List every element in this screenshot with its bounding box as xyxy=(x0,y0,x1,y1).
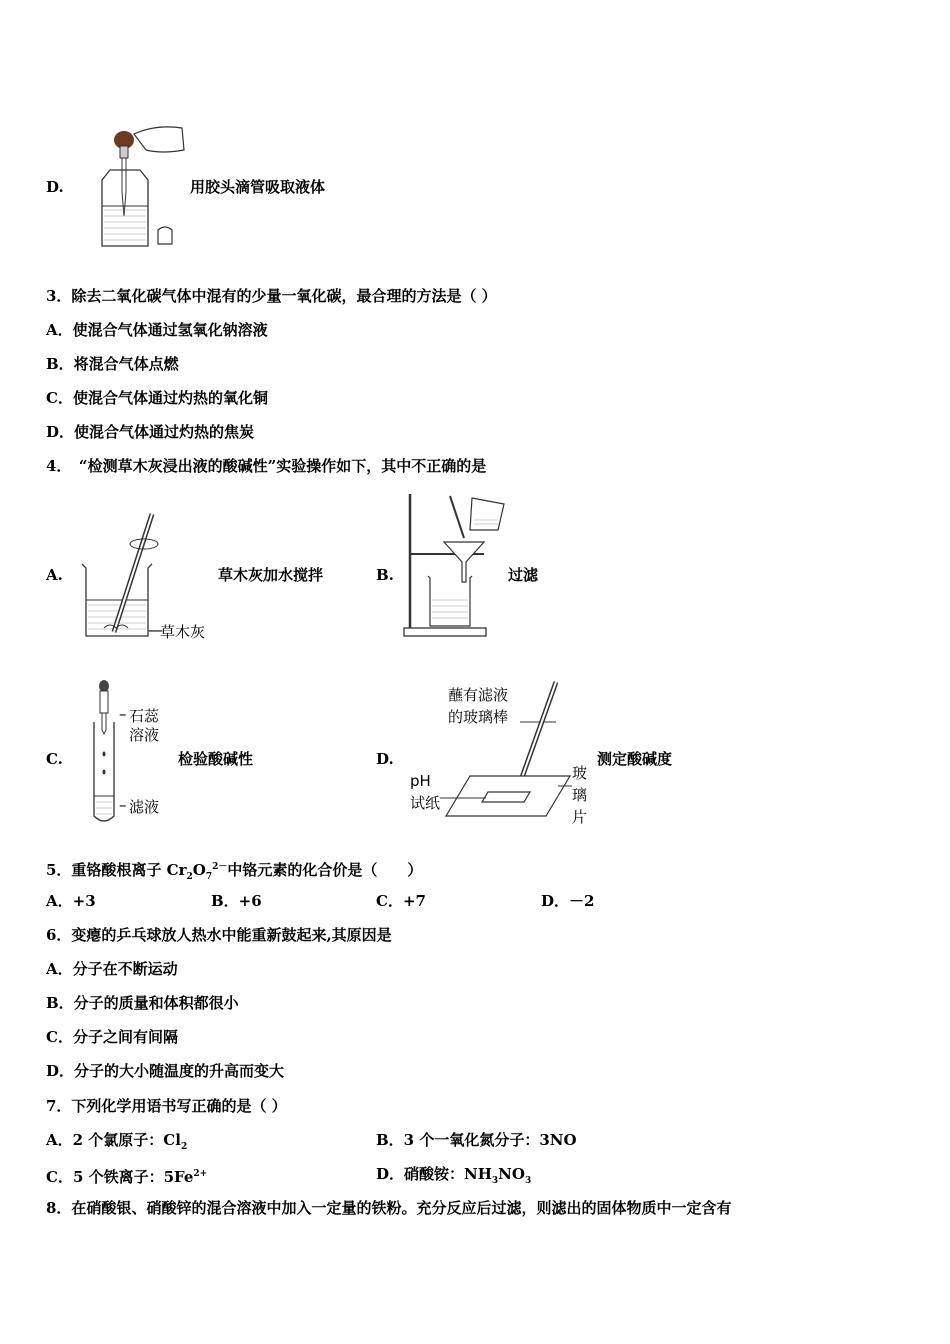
q5-mid: O xyxy=(192,861,206,879)
q4-option-a-caption: 草木灰加水搅拌 xyxy=(218,566,324,584)
q5-sub2: 7 xyxy=(205,872,213,882)
ph-test-figure xyxy=(440,676,580,826)
q4-d-label-glass-3: 片 xyxy=(572,808,588,826)
q4-option-d-letter: D. xyxy=(376,750,394,768)
q6-option-c: C．分子之间有间隔 xyxy=(46,1028,178,1046)
q7-option-c-text: C．5 个铁离子：5Fe xyxy=(46,1168,194,1186)
q6-stem: 6．变瘪的乒乓球放人热水中能重新鼓起来,其原因是 xyxy=(46,926,392,944)
q7-option-a-text: A．2 个氯原子：Cl xyxy=(46,1131,181,1149)
q5-option-a: A．+3 xyxy=(46,892,96,910)
q4-d-label-ph-1: pH xyxy=(410,772,431,790)
q4-c-label-top-1: 石蕊 xyxy=(129,707,160,725)
q4-option-b-caption: 过滤 xyxy=(508,566,539,584)
q7-option-b: B．3 个一氧化氮分子：3NO xyxy=(376,1131,577,1149)
q7-option-a-sub: 2 xyxy=(180,1142,188,1152)
q4-d-label-rod-2: 的玻璃棒 xyxy=(448,708,509,726)
q6-option-a: A．分子在不断运动 xyxy=(46,960,178,978)
q4-d-label-glass-1: 玻 xyxy=(572,764,588,782)
q5-sub1: 2 xyxy=(186,872,193,882)
q8-stem: 8．在硝酸银、硝酸锌的混合溶液中加入一定量的铁粉。充分反应后过滤，则滤出的固体物质中一定含有 xyxy=(46,1199,732,1217)
q4-a-label-line: — xyxy=(148,621,163,639)
q4-c-top-label-line: – xyxy=(119,705,127,723)
q4-c-label-top-2: 溶液 xyxy=(129,726,160,744)
q2-option-d-letter: D. xyxy=(46,178,64,196)
q7-option-c xyxy=(46,1164,207,1187)
q4-option-d-caption: 测定酸碱度 xyxy=(597,750,673,768)
q2-option-d-caption: 用胶头滴管吸取液体 xyxy=(190,178,326,196)
q4-d-label-ph-2: 试纸 xyxy=(410,794,441,812)
q4-option-a-letter: A. xyxy=(46,566,63,584)
q7-option-c-sup: 2+ xyxy=(193,1169,208,1179)
q4-option-c-letter: C. xyxy=(46,750,63,768)
q3-stem: 3．除去二氧化碳气体中混有的少量一氧化碳，最合理的方法是（ ） xyxy=(46,287,497,305)
q5-stem-pre: 5．重铬酸根离子 Cr xyxy=(46,861,187,879)
q4-d-label-glass-2: 璃 xyxy=(572,786,588,804)
q5-option-d: D．－2 xyxy=(541,892,595,910)
q3-option-c: C．使混合气体通过灼热的氧化铜 xyxy=(46,389,268,407)
q5-stem xyxy=(46,857,422,887)
q5-stem-post: 中铬元素的化合价是（ ） xyxy=(227,861,423,879)
q7-option-d-sub2: 3 xyxy=(524,1176,532,1186)
q4-d-label-rod-1: 蘸有滤液 xyxy=(448,686,509,704)
q5-option-c: C．+7 xyxy=(376,892,426,910)
q7-stem: 7．下列化学用语书写正确的是（ ） xyxy=(46,1097,287,1115)
q3-option-a: A．使混合气体通过氢氧化钠溶液 xyxy=(46,321,268,339)
q5-option-b: B．+6 xyxy=(211,892,262,910)
q4-c-bottom-label-line: – xyxy=(119,796,127,814)
q4-stem: 4． “检测草木灰浸出液的酸碱性”实验操作如下，其中不正确的是 xyxy=(46,457,487,475)
dropper-figure xyxy=(96,120,186,255)
filtration-figure xyxy=(400,490,510,640)
q7-option-d-text: D．硝酸铵：NH xyxy=(376,1165,492,1183)
q6-option-d: D．分子的大小随温度的升高而变大 xyxy=(46,1062,285,1080)
q7-option-d-sub: 3 xyxy=(491,1176,499,1186)
q4-option-c-caption: 检验酸碱性 xyxy=(178,750,254,768)
q7-option-d-mid: NO xyxy=(498,1165,525,1183)
q3-option-b: B．将混合气体点燃 xyxy=(46,355,179,373)
q4-c-label-bottom: 滤液 xyxy=(129,798,160,816)
q5-sup: 2－ xyxy=(212,862,228,872)
q7-option-d xyxy=(376,1164,531,1191)
q4-option-b-letter: B. xyxy=(376,566,394,584)
q7-option-a xyxy=(46,1130,187,1157)
q6-option-b: B．分子的质量和体积都很小 xyxy=(46,994,239,1012)
q4-a-label: 草木灰 xyxy=(160,623,206,641)
q3-option-d: D．使混合气体通过灼热的焦炭 xyxy=(46,423,255,441)
